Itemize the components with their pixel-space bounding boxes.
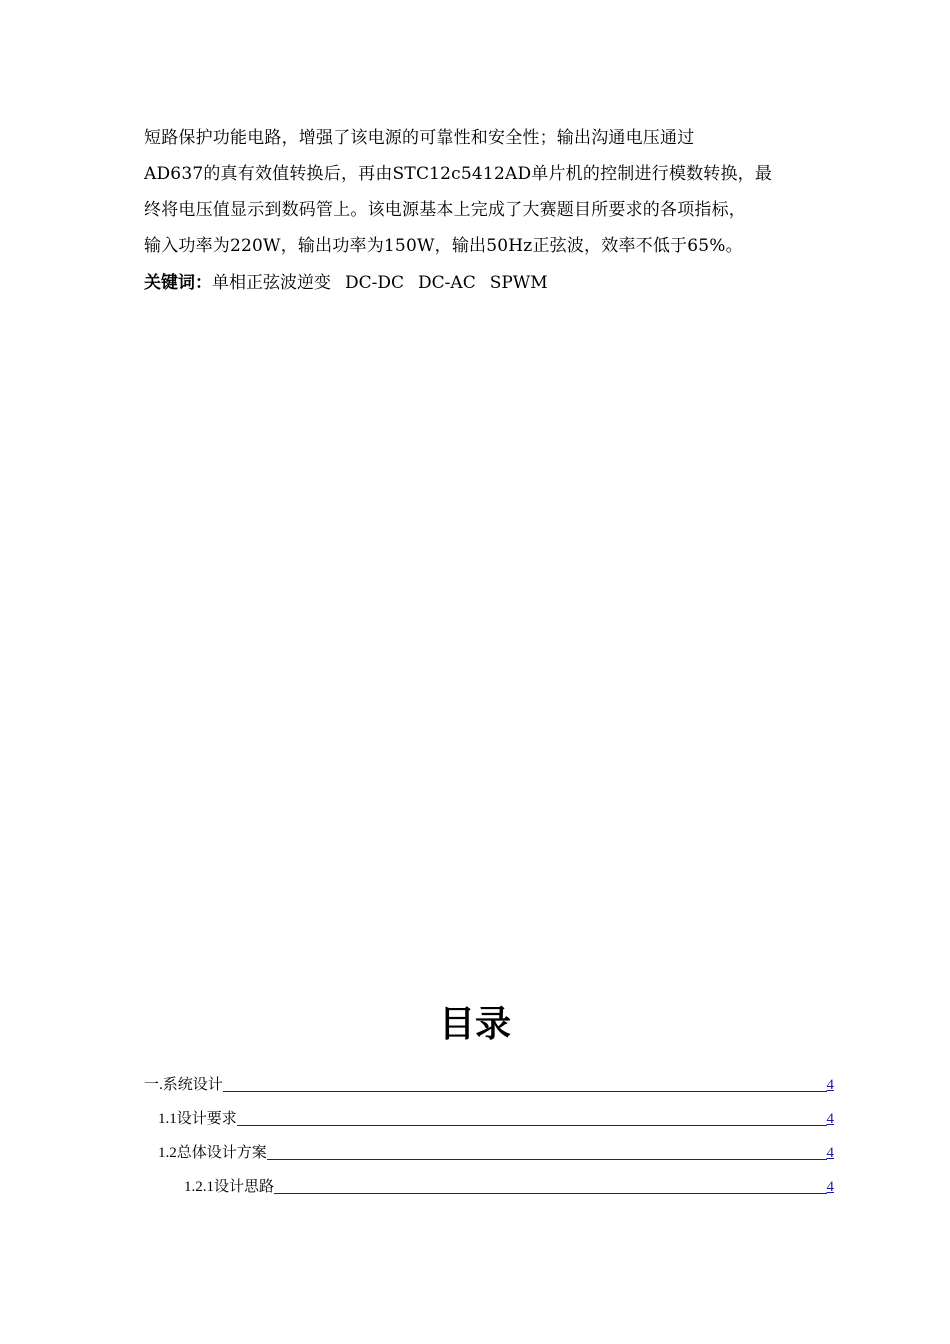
keyword-term: 单相正弦波逆变 bbox=[212, 273, 331, 293]
abstract-paragraph bbox=[144, 120, 814, 264]
toc-entry[interactable] bbox=[144, 1096, 834, 1130]
table-of-contents bbox=[144, 1062, 834, 1198]
toc-leader-line bbox=[223, 1090, 827, 1092]
keyword-term: DC-DC bbox=[345, 273, 405, 293]
toc-entry-label[interactable]: 1.2总体设计方案 bbox=[158, 1145, 267, 1161]
keyword-term: SPWM bbox=[489, 273, 548, 293]
abstract-line-3: 终将电压值显示到数码管上。该电源基本上完成了大赛题目所要求的各项指标， bbox=[144, 200, 746, 220]
toc-leader-line bbox=[237, 1124, 827, 1126]
toc-title: 目录 bbox=[438, 1004, 511, 1045]
toc-entry[interactable] bbox=[144, 1164, 834, 1198]
toc-page-link[interactable]: 4 bbox=[826, 1111, 834, 1127]
keywords bbox=[144, 268, 562, 298]
toc-entry[interactable] bbox=[144, 1062, 834, 1096]
toc-leader-line bbox=[267, 1158, 827, 1160]
toc-page-link[interactable]: 4 bbox=[826, 1179, 834, 1195]
toc-leader-line bbox=[274, 1192, 826, 1194]
toc-page-link[interactable]: 4 bbox=[826, 1077, 834, 1093]
toc-entry-label[interactable]: 1.1设计要求 bbox=[158, 1111, 237, 1127]
toc-entry-label[interactable]: 一.系统设计 bbox=[144, 1077, 223, 1093]
abstract-line-1: 短路保护功能电路，增强了该电源的可靠性和安全性；输出沟通电压通过 bbox=[144, 128, 695, 148]
toc-entry-label[interactable]: 1.2.1设计思路 bbox=[184, 1179, 275, 1195]
abstract-line-4: 输入功率为220W，输出功率为150W，输出50Hz正弦波，效率不低于65%。 bbox=[144, 236, 743, 256]
abstract-line-2: AD637的真有效值转换后，再由STC12c5412AD单片机的控制进行模数转换，最 bbox=[144, 164, 773, 184]
keywords-label: 关键词： bbox=[144, 273, 212, 293]
keyword-term: DC-AC bbox=[418, 273, 476, 293]
toc-page-link[interactable]: 4 bbox=[826, 1145, 834, 1161]
toc-entry[interactable] bbox=[144, 1130, 834, 1164]
